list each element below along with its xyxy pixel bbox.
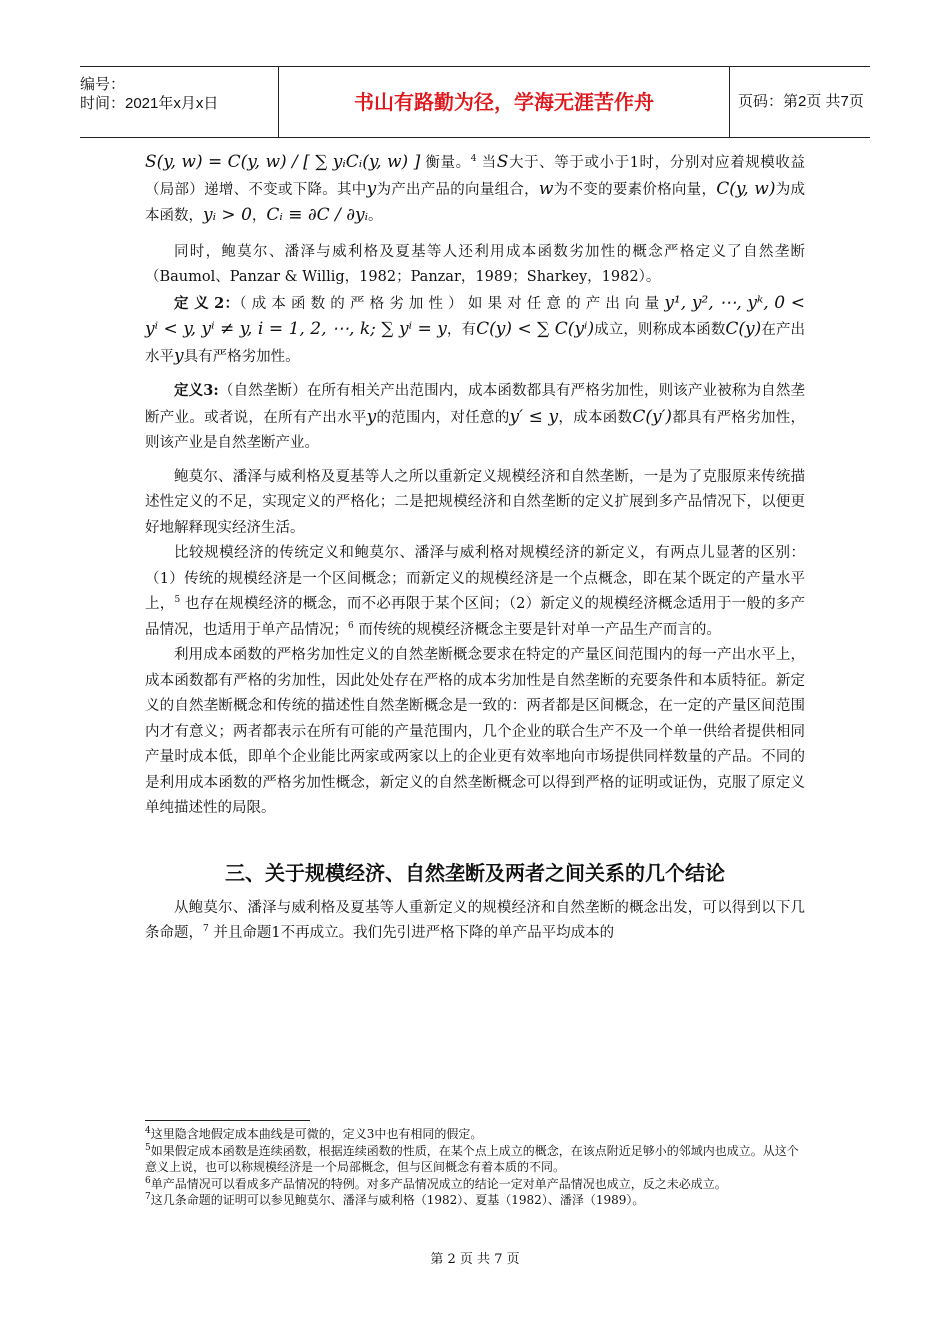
symbol-Cy-prime: C(y′) bbox=[632, 406, 673, 427]
page-footer: 第 2 页 共 7 页 bbox=[430, 1252, 520, 1267]
page-header bbox=[80, 66, 870, 138]
footnote-text: 这里隐含地假定成本曲线是可微的，定义3中也有相同的假定。 bbox=[150, 1127, 483, 1141]
footnote-item bbox=[145, 1126, 805, 1143]
footnote-item bbox=[145, 1176, 805, 1193]
condition-positive-output: yᵢ > 0 bbox=[203, 205, 252, 225]
document-body bbox=[145, 150, 805, 947]
header-number-label: 编号： bbox=[80, 76, 126, 93]
paragraph-subadditivity-monopoly: 利用成本函数的严格劣加性定义的自然垄断概念要求在特定的产量区间范围内的每一产出水平上，成本函数都有严格的劣加性，因此处处存在严格的成本劣加性是自然垄断的充要条件和本质特征。新定义的自然垄断概念和传统的描述性自然垄断概念是一致的：两者都是区间概念，在一定的产量区间范围内才有意义；两者都表示在所有可能的产量范围内，几个企业的联合生产不及一个单一供给者提供相同产量时成本低，即单个企业能比两家或两家以上的企业更有效率地向市场提供同样数量的产品。不同的是利用成本函数的严格劣加性概念，新定义的自然垄断概念可以得到严格的证明或证伪，克服了原定义单纯描述性的局限。 bbox=[145, 647, 805, 816]
definition-2 bbox=[145, 291, 805, 371]
paragraph-natural-monopoly-intro: 同时，鲍莫尔、潘泽与威利格及夏基等人还利用成本函数劣加性的概念严格定义了自然垄断（Baumol、Panzar & Willig，1982；Panzar，1989；Sharkey，1982）。 bbox=[145, 243, 805, 285]
footnote-text: 这几条命题的证明可以参见鲍莫尔、潘泽与威利格（1982）、夏基（1982）、潘泽（1989）。 bbox=[150, 1193, 645, 1207]
formula-scale-economy: S(y, w) = C(y, w) / [ ∑ yᵢCᵢ(y, w) ] bbox=[145, 152, 421, 172]
text-span: 而传统的规模经济概念主要是针对单一产品生产而言的。 bbox=[353, 621, 721, 638]
footnotes bbox=[145, 1126, 805, 1209]
text-span: 。 bbox=[368, 208, 383, 224]
paragraph-redefinition-reasons: 鲍莫尔、潘泽与威利格及夏基等人之所以重新定义规模经济和自然垄断，一是为了克服原来传统描述性定义的不足，实现定义的严格化；二是把规模经济和自然垄断的定义扩展到多产品情况下，以便更好地解释现实经济生活。 bbox=[145, 468, 805, 536]
footnote-ref-6: 6 bbox=[348, 620, 354, 631]
condition-y-prime: y′ ≤ y bbox=[509, 406, 559, 427]
section-title: 三、关于规模经济、自然垄断及两者之间关系的几个结论 bbox=[225, 860, 725, 885]
footnote-text: 如果假定成本函数是连续函数，根据连续函数的性质，在某个点上成立的概念，在该点附近足够小的邻域内也成立。从这个意义上说，也可以称规模经济是一个局部概念，但与区间概念有着本质的不同。 bbox=[145, 1143, 799, 1174]
text-span: 为不变的要素价格向量， bbox=[553, 181, 717, 198]
footnote-number: 4 bbox=[145, 1126, 151, 1136]
text-span: 并且命题1不再成立。我们先引进严格下降的单产品平均成本的 bbox=[208, 925, 615, 941]
text-span: （自然垄断）在所有相关产出范围内，成本函数都具有严格劣加性，则该产业被称为自然垄断产业。或者说，在所有产出水平 bbox=[145, 383, 805, 426]
footnote-text: 单产品情况可以看成多产品情况的特例。对多产品情况成立的结论一定对单产品情况也成立，反之未必成立。 bbox=[150, 1176, 727, 1191]
text-span: ， bbox=[251, 208, 267, 224]
footnote-ref-4: 4 bbox=[470, 154, 477, 165]
definition-3 bbox=[145, 378, 805, 457]
symbol-Cy: C(y) bbox=[725, 319, 762, 339]
symbol-cost-function: C(y, w) bbox=[716, 178, 776, 199]
symbol-y: y bbox=[366, 406, 377, 427]
text-span: 从鲍莫尔、潘泽与威利格及夏基等人重新定义的规模经济和自然垄断的概念出发，可以得到以下几条命题， bbox=[145, 899, 805, 941]
definition-3-label: 定义3: bbox=[174, 382, 219, 399]
footnote-ref-5: 5 bbox=[174, 595, 181, 606]
text-span: （ 成 本 函 数 的 严 格 劣 加 性 ） 如 果 对 任 意 的 产 出 向 量 bbox=[239, 295, 660, 312]
footnote-item bbox=[145, 1143, 805, 1176]
text-span: 大于、等于或小于1时，分别对应着规模收益（局部）递增、不变或下降。其中 bbox=[145, 155, 805, 198]
footnote-item bbox=[145, 1192, 805, 1209]
formula-subadditivity: C(y) < ∑ C(yⁱ) bbox=[476, 319, 595, 339]
symbol-w: w bbox=[538, 178, 554, 199]
text-span: 为成本函数， bbox=[145, 181, 806, 224]
symbol-y: y bbox=[366, 178, 377, 199]
formula-output-vectors: y¹, y², ⋯, yᵏ, 0 < yⁱ < y, yⁱ ≠ y, i = 1, 2, ⋯, k; ∑ yⁱ = y bbox=[145, 292, 806, 339]
footnote-ref-7: 7 bbox=[203, 924, 209, 935]
text-span: 也存在规模经济的概念，而不必再限于某个区间；（2）新定义的规模经济概念适用于一般的多产品情况，也适用于单产品情况； bbox=[145, 596, 805, 638]
text-span: 衡量。 bbox=[425, 155, 471, 171]
text-span: ，成本函数 bbox=[558, 409, 633, 426]
text-span: 成立，则称成本函数 bbox=[594, 322, 726, 338]
symbol-y: y bbox=[174, 345, 184, 366]
paragraph-scale-measure bbox=[145, 150, 805, 230]
text-span: ，有 bbox=[446, 322, 477, 338]
text-span: 为产出产品的向量组合， bbox=[376, 181, 539, 198]
definition-2-label: 定 义 2： bbox=[174, 294, 240, 312]
text-span: 在产出水平 bbox=[145, 322, 806, 365]
text-span: 具有严格劣加性。 bbox=[183, 348, 300, 365]
text-span: 的范围内，对任意的 bbox=[376, 409, 510, 426]
footnote-divider bbox=[145, 1120, 310, 1121]
paragraph-two-differences bbox=[145, 541, 805, 643]
paragraph-propositions bbox=[145, 896, 805, 947]
header-page-code: 页码：第2页 共7页 bbox=[738, 93, 864, 110]
header-info bbox=[80, 67, 278, 137]
symbol-S: S bbox=[496, 152, 509, 172]
text-span: 当 bbox=[481, 155, 497, 171]
header-motto: 书山有路勤为径，学海无涯苦作舟 bbox=[278, 67, 730, 137]
text-span: 比较规模经济的传统定义和鲍莫尔、潘泽与威利格对规模经济的新定义，有两点儿显著的区别：（1）传统的规模经济是一个区间概念；而新定义的规模经济是一个点概念，即在某个既定的产量水平上， bbox=[145, 545, 805, 612]
condition-marginal-cost: Cᵢ ≡ ∂C / ∂yᵢ bbox=[266, 205, 369, 225]
text-span: 都具有严格劣加性，则该产业是自然垄断产业。 bbox=[145, 409, 806, 451]
footnote-number: 6 bbox=[145, 1175, 151, 1186]
footnote-number: 7 bbox=[145, 1192, 151, 1202]
footnote-number: 5 bbox=[145, 1142, 151, 1153]
header-date-label: 时间：2021年x月x日 bbox=[80, 95, 219, 112]
